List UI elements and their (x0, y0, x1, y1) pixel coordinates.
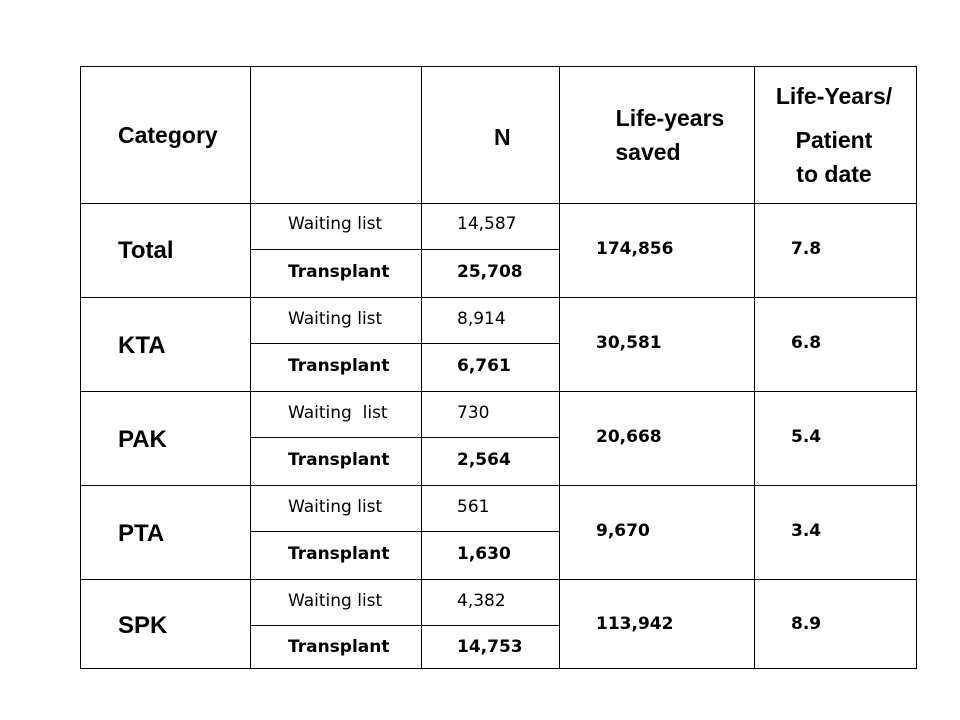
results-table (80, 66, 917, 669)
transplant-label: Transplant (288, 450, 390, 470)
header-life-years-saved-line2: saved (615, 139, 681, 165)
row-divider (80, 391, 917, 392)
table-border-bottom (80, 668, 917, 669)
per-patient-value: 3.4 (791, 521, 822, 541)
row-divider (80, 297, 917, 298)
category-label: Total (118, 237, 174, 264)
col-divider (250, 66, 251, 669)
waiting-list-label: Waiting list (288, 497, 383, 517)
life-years-saved-value: 174,856 (596, 239, 674, 259)
category-label: SPK (118, 612, 168, 639)
header-per-patient-line2: Patient (795, 127, 873, 153)
table-border-left (80, 66, 81, 669)
table-border-right (916, 66, 917, 669)
life-years-saved-value: 20,668 (596, 427, 662, 447)
waiting-list-label: Waiting list (288, 309, 383, 329)
row-divider (80, 579, 917, 580)
per-patient-value: 8.9 (791, 614, 822, 634)
header-life-years-saved-line1: Life-years (615, 105, 725, 131)
header-divider (80, 203, 917, 204)
life-years-saved-value: 30,581 (596, 333, 662, 353)
waiting-list-label: Waiting list (288, 214, 383, 234)
table-border-top (80, 66, 917, 67)
header-n: N (494, 124, 511, 150)
row-divider (80, 485, 917, 486)
subrow-divider (250, 531, 559, 532)
header-per-patient-line3: to date (796, 161, 872, 187)
transplant-n: 1,630 (457, 544, 511, 564)
col-divider (754, 66, 755, 669)
subrow-divider (250, 249, 559, 250)
header-per-patient-line1: Life-Years/ (775, 83, 893, 109)
transplant-n: 2,564 (457, 450, 511, 470)
transplant-label: Transplant (288, 262, 390, 282)
transplant-n: 14,753 (457, 637, 523, 657)
per-patient-value: 5.4 (791, 427, 822, 447)
subrow-divider (250, 625, 559, 626)
category-label: PTA (118, 520, 165, 547)
transplant-n: 25,708 (457, 262, 523, 282)
life-years-saved-value: 113,942 (596, 614, 674, 634)
waiting-list-n: 8,914 (457, 309, 506, 329)
transplant-label: Transplant (288, 544, 390, 564)
col-divider (421, 66, 422, 669)
transplant-n: 6,761 (457, 356, 511, 376)
header-category: Category (118, 122, 218, 148)
subrow-divider (250, 343, 559, 344)
transplant-label: Transplant (288, 356, 390, 376)
waiting-list-n: 4,382 (457, 591, 506, 611)
waiting-list-label: Waiting list (288, 591, 383, 611)
life-years-saved-value: 9,670 (596, 521, 650, 541)
subrow-divider (250, 437, 559, 438)
waiting-list-n: 730 (457, 403, 490, 423)
per-patient-value: 7.8 (791, 239, 822, 259)
category-label: KTA (118, 332, 166, 359)
waiting-list-n: 14,587 (457, 214, 517, 234)
waiting-list-label: Waiting list (288, 403, 388, 423)
category-label: PAK (118, 426, 167, 453)
per-patient-value: 6.8 (791, 333, 822, 353)
waiting-list-n: 561 (457, 497, 490, 517)
transplant-label: Transplant (288, 637, 390, 657)
